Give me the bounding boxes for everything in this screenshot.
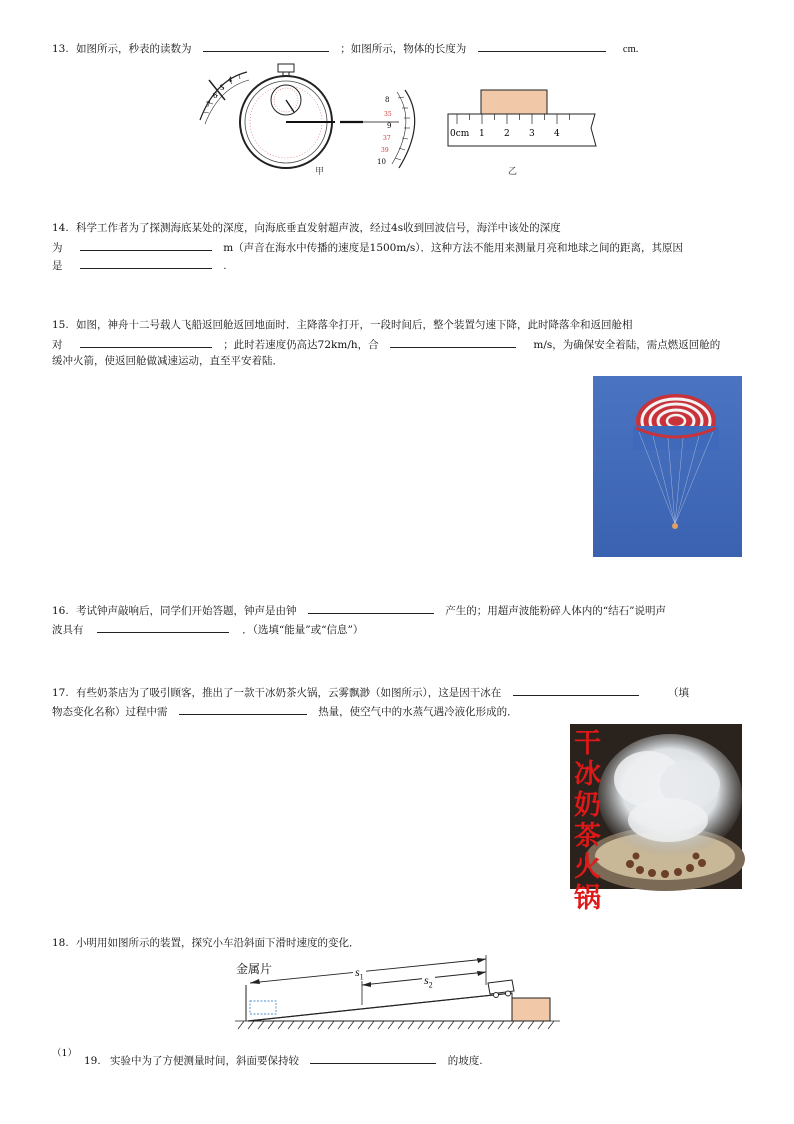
q14-text-3a: 是 [52, 260, 63, 272]
q14-text-2b: m（声音在海水中传播的速度是1500m/s）．这种方法不能用来测量月亮和地球之间的距离，其原因 [223, 242, 683, 254]
q14-text-2a: 为 [52, 242, 63, 254]
label-s2: $s_2$ [424, 973, 433, 990]
q19-blank-1[interactable] [310, 1053, 436, 1064]
stopwatch-label-9: 9 [387, 122, 392, 130]
stopwatch-label-39: 39 [381, 147, 389, 154]
label-metal-plate: 金属片 [236, 962, 273, 976]
q17-number: 17. [52, 687, 69, 699]
ruler-figure [445, 88, 605, 150]
q17-text-2a: 物态变化名称）过程中需 [52, 706, 168, 718]
ruler-label-1: 1 [479, 129, 485, 139]
q17-line-2 [52, 704, 518, 719]
q13-text-a: 如图所示，秒表的读数为 [76, 43, 192, 55]
q13-number: 13. [52, 43, 69, 55]
stopwatch-label-7: 7 [206, 101, 211, 109]
q15-line-3 [52, 355, 283, 368]
q17-blank-1[interactable] [513, 685, 639, 696]
ruler-label-0: 0cm [450, 129, 470, 139]
q15-blank-1[interactable] [80, 337, 212, 348]
q13-blank-1[interactable] [203, 41, 329, 52]
return-capsule [672, 523, 678, 529]
stopwatch-label-8: 8 [385, 96, 390, 104]
label-s1: $s_1$ [355, 965, 364, 982]
q15-blank-2[interactable] [390, 337, 516, 348]
q13-blank-2[interactable] [478, 41, 606, 52]
q14-text-1: 科学工作者为了探测海底某处的深度，向海底垂直发射超声波，经过4s收到回波信号，海洋中该处的深度 [76, 222, 561, 234]
q16-number: 16. [52, 605, 69, 617]
q14-blank-2[interactable] [80, 258, 212, 269]
q15-number: 15. [52, 319, 69, 331]
stopwatch-label-5: 5 [220, 84, 225, 92]
cart-end-dashed [250, 1001, 276, 1014]
stopwatch-label-10: 10 [377, 158, 386, 166]
q13-text-b: ；如图所示，物体的长度为 [340, 43, 467, 55]
q19-text-a: 实验中为了方便测量时间，斜面要保持较 [110, 1055, 300, 1067]
dry-ice-hotpot-photo [570, 724, 742, 914]
q16-text-1b: 产生的；用超声波能粉碎人体内的“结石”说明声 [445, 605, 666, 617]
q15-text-2a: 对 [52, 339, 63, 351]
q13-unit: cm. [622, 44, 639, 55]
ruler-label-4: 4 [554, 129, 560, 139]
q14-text-3b: . [223, 260, 227, 272]
support-block [512, 998, 550, 1021]
q14-line-1 [52, 222, 561, 235]
stopwatch-figure [195, 60, 420, 180]
q13-line [52, 41, 638, 56]
stopwatch-label-35: 35 [384, 111, 392, 118]
q15-text-3: 缓冲火箭，使返回舱做减速运动，直至平安着陆． [52, 355, 283, 367]
q17-blank-2[interactable] [179, 704, 307, 715]
q16-text-2b: ．（选填“能量”或“信息”） [242, 624, 364, 636]
q15-line-1 [52, 319, 633, 332]
stopwatch-label-4: 4 [228, 76, 233, 84]
q16-blank-2[interactable] [97, 622, 229, 633]
q15-text-1: 如图，神舟十二号载人飞船返回舱返回地面时．主降落伞打开，一段时间后，整个装置匀速下降，此时降落伞和返回舱相 [76, 319, 633, 331]
q17-text-2b: 热量，使空气中的水蒸气遇冷液化形成的． [318, 706, 518, 718]
q17-text-1b: （填 [667, 687, 689, 699]
ruler-label-2: 2 [504, 129, 510, 139]
q16-text-2a: 波具有 [52, 624, 84, 636]
caption-jia: 甲 [315, 167, 325, 177]
caption-yi: 乙 [508, 167, 518, 177]
parachute-photo [593, 376, 742, 557]
q16-text-1a: 考试钟声敲响后，同学们开始答题，钟声是由钟 [76, 605, 297, 617]
q18-text-1: 小明用如图所示的装置，探究小车沿斜面下滑时速度的变化． [76, 937, 360, 949]
q15-text-2b: ；此时若速度仍高达72km/h，合 [223, 339, 379, 351]
q17-line-1 [52, 685, 689, 700]
q18-line-1 [52, 937, 360, 950]
q15-line-2 [52, 337, 720, 352]
q14-line-2 [52, 240, 683, 255]
incline-figure [230, 955, 565, 1035]
q17-text-1a: 有些奶茶店为了吸引顾客，推出了一款干冰奶茶火锅，云雾飘渺（如图所示），这是因干冰在 [76, 687, 502, 699]
q18-sub-marker: （1） [52, 1048, 78, 1059]
q14-number: 14. [52, 222, 69, 234]
q15-text-2c: m/s，为确保安全着陆，需点燃返回舱的 [533, 339, 721, 351]
q16-line-1 [52, 603, 666, 618]
q18-number: 18. [52, 937, 69, 949]
q19-line [84, 1053, 483, 1068]
q16-blank-1[interactable] [308, 603, 434, 614]
stopwatch-label-6: 6 [213, 92, 218, 100]
q14-line-3 [52, 258, 227, 273]
q14-blank-1[interactable] [80, 240, 212, 251]
dry-ice-photo-text: 干冰奶茶火锅 [574, 728, 601, 914]
stopwatch-label-37: 37 [383, 135, 391, 142]
q19-text-b: 的坡度. [447, 1055, 483, 1067]
ruler-label-3: 3 [529, 129, 535, 139]
q19-number: 19. [84, 1055, 101, 1067]
q16-line-2 [52, 622, 363, 637]
